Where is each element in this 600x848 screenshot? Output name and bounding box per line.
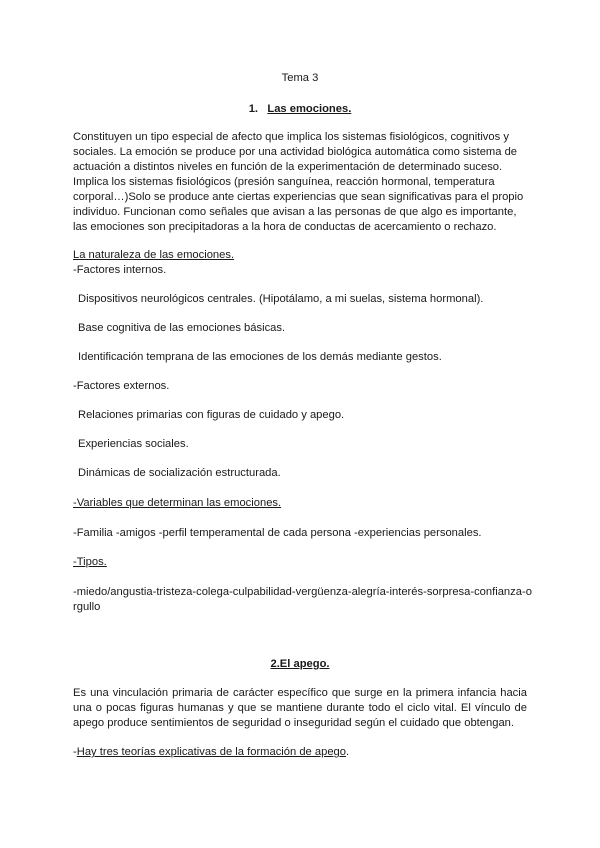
- paragraph-line: Implica los sistemas fisiológicos (presión sanguínea, reacción hormonal, temperatura: [73, 176, 495, 188]
- paragraph-line: una o pocas figuras humanas y que se mantiene durante todo el ciclo vital. El vínculo de: [73, 702, 527, 714]
- theories-heading: Hay tres teorías explicativas de la formación de apego: [76, 746, 346, 758]
- theories-suffix: .: [346, 746, 350, 758]
- paragraph-line: apego produce sentimientos de seguridad o inseguridad según el cuidado que obtengan.: [73, 717, 514, 729]
- section-1-title: [0, 102, 600, 117]
- variables-heading: -Variables que determinan las emociones.: [73, 497, 282, 509]
- external-factors-label: -Factores externos.: [73, 380, 170, 392]
- variables-text: -Familia -amigos -perfil temperamental de cada persona -experiencias personales.: [73, 527, 482, 539]
- section-1-number: 1.: [248, 103, 259, 115]
- list-item: Experiencias sociales.: [78, 438, 189, 450]
- theories-line: [73, 745, 349, 760]
- section-1-title-text: Las emociones.: [267, 103, 352, 115]
- list-item: Base cognitiva de las emociones básicas.: [78, 322, 286, 334]
- list-item: Relaciones primarias con figuras de cuidado y apego.: [78, 409, 345, 421]
- internal-factors-label: -Factores internos.: [73, 264, 167, 276]
- paragraph-line: corporal…)Solo se produce ante ciertas experiencias que sean significativas para el propio: [73, 191, 524, 203]
- paragraph-line: Es una vinculación primaria de carácter específico que surge en la primera infancia hacia: [73, 687, 527, 699]
- tipos-line: -miedo/angustia-tristeza-colega-culpabilidad-vergüenza-alegría-interés-sorpresa-confianza-o: [73, 586, 532, 598]
- nature-heading: La naturaleza de las emociones.: [73, 249, 235, 261]
- theories-prefix: -: [73, 746, 77, 758]
- paragraph-line: las emociones son precipitadoras a la hora de conductas de acercamiento o rechazo.: [73, 221, 497, 233]
- paragraph-line: individuo. Funcionan como señales que avisan a las personas de que algo es importante,: [73, 206, 517, 218]
- list-item: Dispositivos neurológicos centrales. (Hipotálamo, a mi suelas, sistema hormonal).: [78, 293, 484, 305]
- document-header: Tema 3: [281, 72, 319, 84]
- list-item: Dinámicas de socialización estructurada.: [78, 467, 281, 479]
- tipos-line: rgullo: [73, 601, 101, 613]
- paragraph-line: Constituyen un tipo especial de afecto que implica los sistemas fisiológicos, cognitivos y: [73, 131, 509, 143]
- section-2-title: 2.El apego.: [270, 658, 330, 670]
- paragraph-line: sociales. La emoción se produce por una actividad biológica automática como sistema de: [73, 146, 518, 158]
- tipos-heading: -Tipos.: [73, 556, 107, 568]
- paragraph-line: actuación a distintos niveles en función de la experimentación de determinado suceso.: [73, 161, 503, 173]
- list-item: Identificación temprana de las emociones de los demás mediante gestos.: [78, 351, 442, 363]
